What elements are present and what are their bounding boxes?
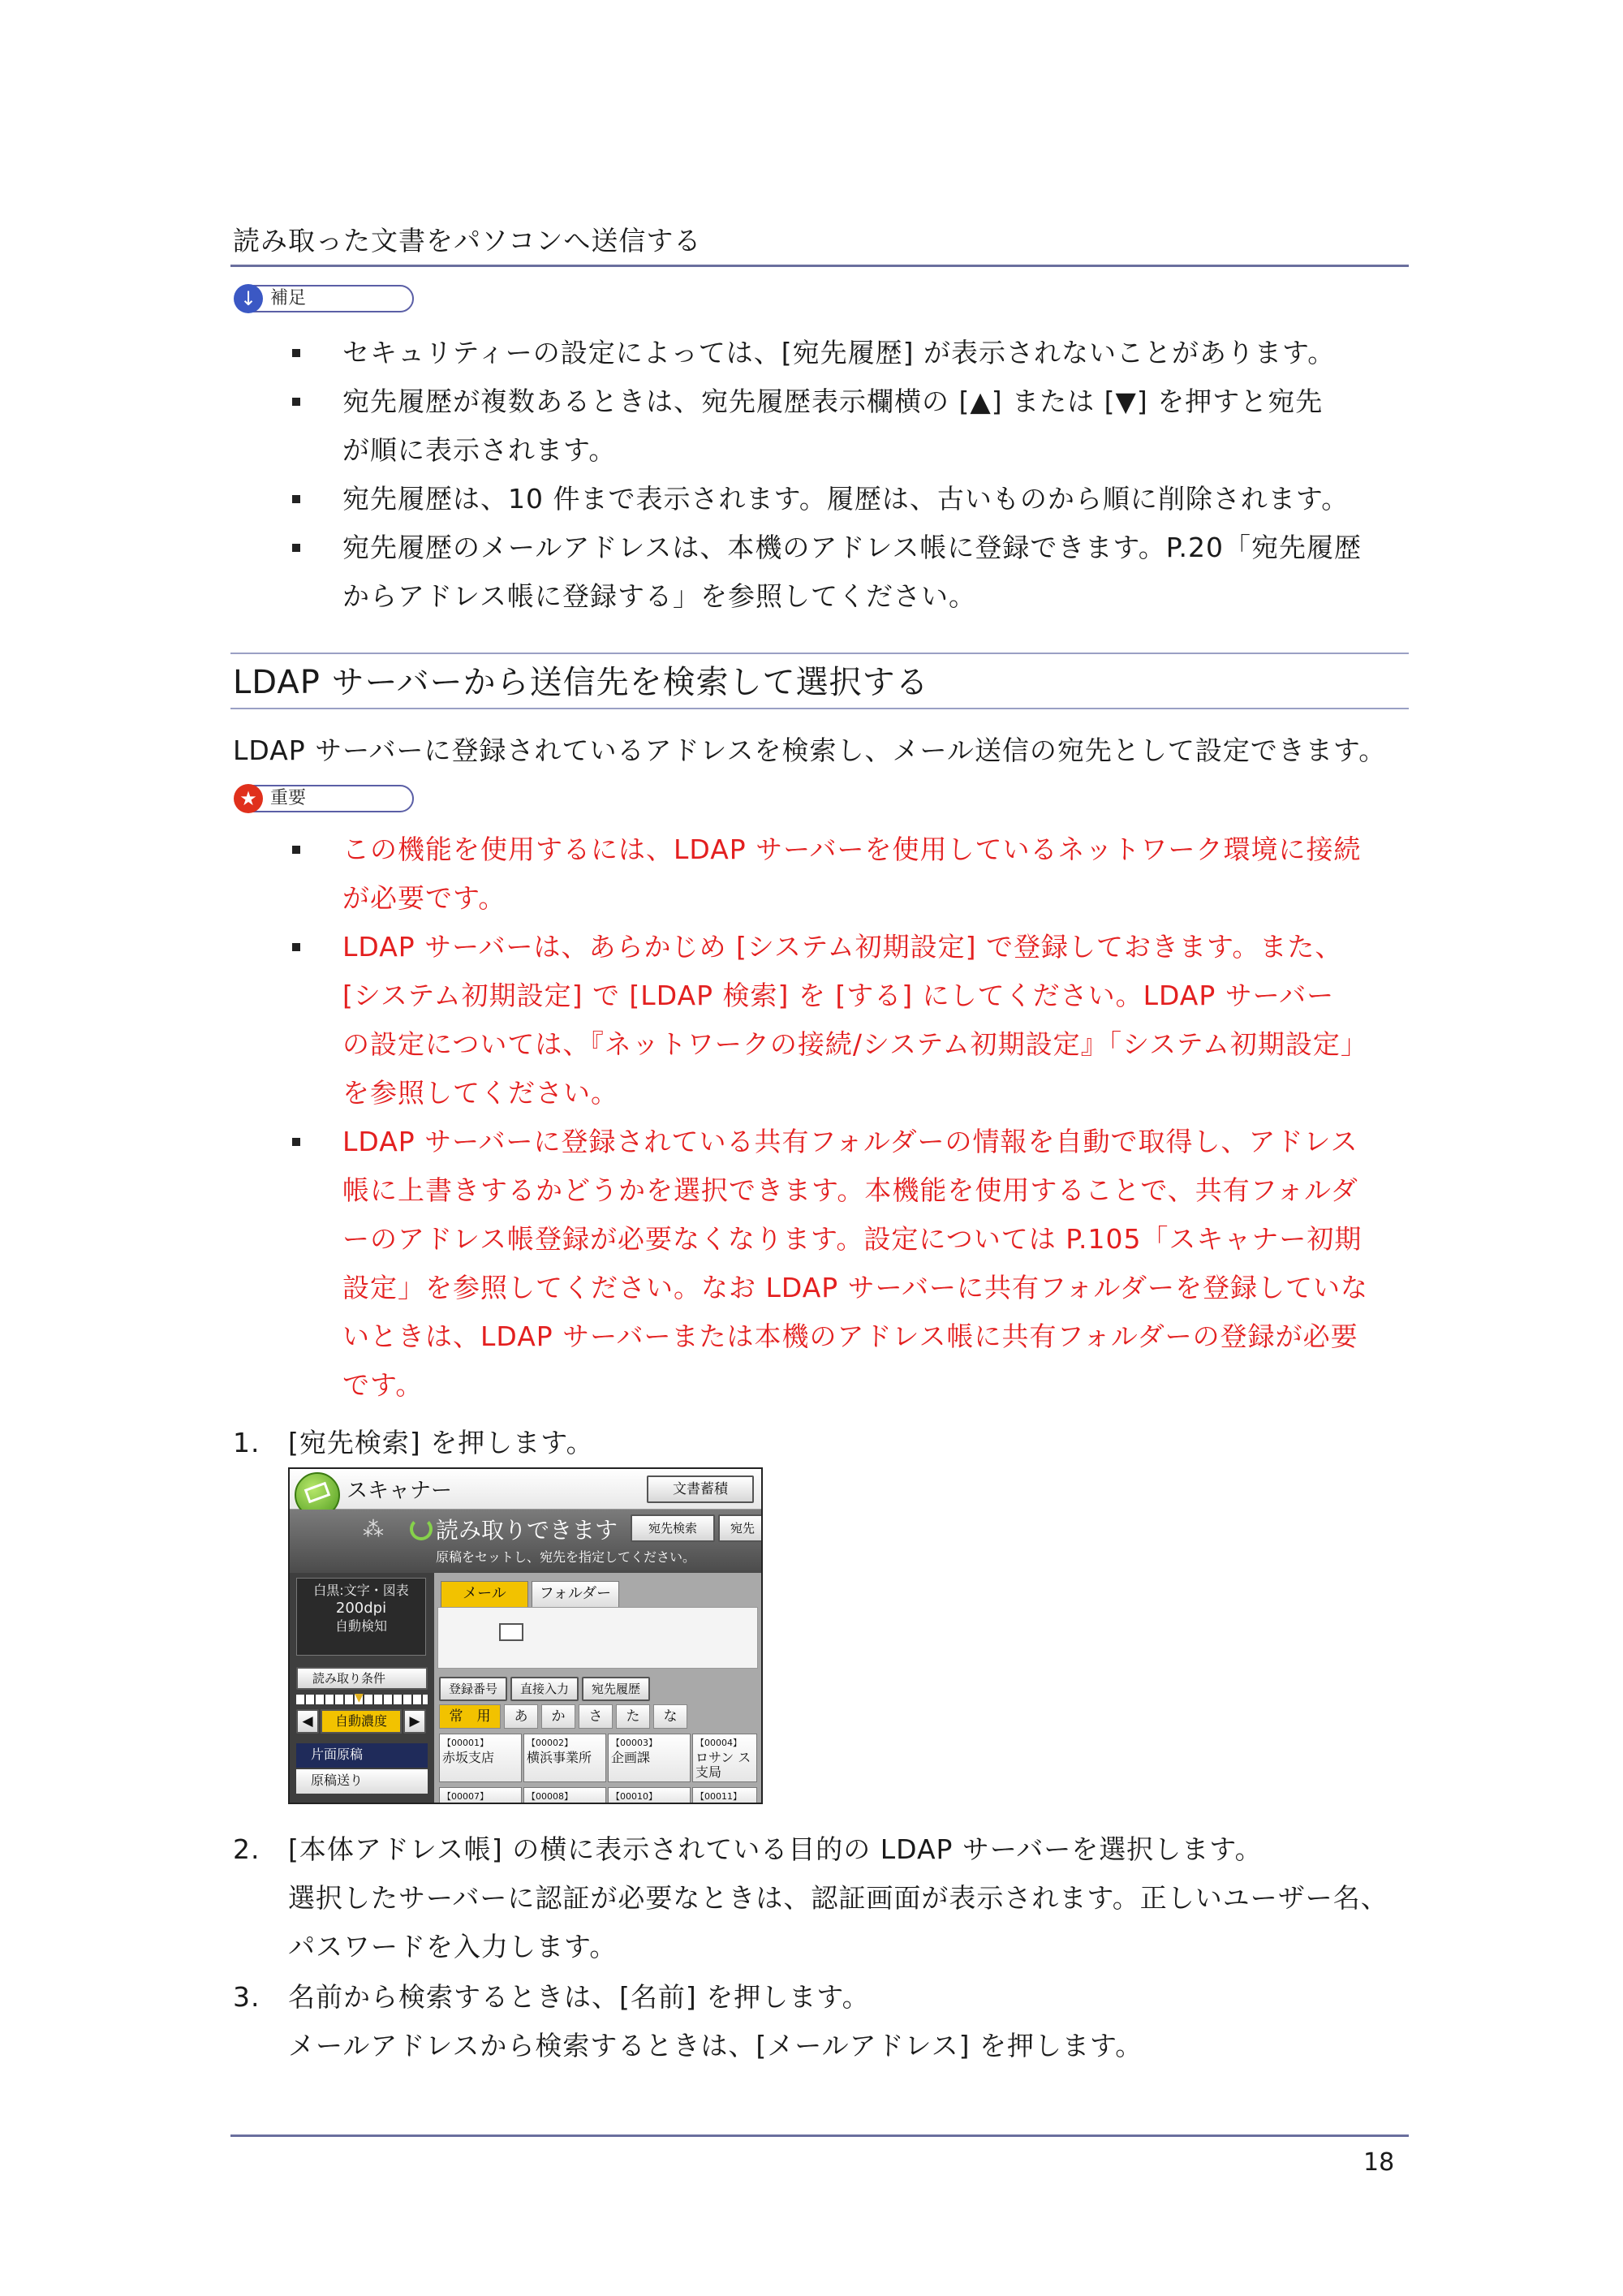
kana-tab-ka[interactable]: か <box>541 1704 575 1729</box>
bullet-marker <box>292 846 300 854</box>
scanner-dots-icon: ⁂ <box>363 1518 384 1542</box>
scanner-title: スキャナー <box>347 1479 453 1503</box>
address-entry[interactable]: 【00003】 企画課 <box>608 1734 691 1782</box>
note-bullet-text: が順に表示されます。 <box>342 434 617 466</box>
scanner-instruction: 原稿をセットし、宛先を指定してください。 <box>436 1549 696 1565</box>
destination-history-button[interactable]: 宛先履歴 <box>582 1677 650 1701</box>
step-detail: 選択したサーバーに認証が必要なときは、認証画面が表示されます。正しいユーザー名、 <box>288 1882 1388 1914</box>
step-number: 3. <box>233 1981 260 2013</box>
scan-mode-color: 白黒:文字・図表 <box>313 1583 409 1598</box>
address-entry[interactable]: 【00008】 <box>523 1787 606 1803</box>
step-instruction: [本体アドレス帳] の横に表示されている目的の LDAP サーバーを選択します。 <box>288 1833 1263 1865</box>
footer-rule <box>230 2134 1409 2137</box>
important-bullet-text: LDAP サーバーに登録されている共有フォルダーの情報を自動で取得し、アドレス <box>342 1126 1358 1157</box>
scanner-screenshot <box>288 1467 763 1804</box>
destination-panel <box>434 1573 761 1803</box>
important-tag-label: 重要 <box>270 788 307 808</box>
section-rule-bottom <box>230 708 1409 709</box>
note-bullet-text: セキュリティーの設定によっては、[宛先履歴] が表示されないことがあります。 <box>342 337 1336 368</box>
note-bullet-text: からアドレス帳に登録する」を参照してください。 <box>342 580 977 612</box>
bullet-marker <box>292 544 300 552</box>
note-bullet-text: 宛先履歴のメールアドレスは、本機のアドレス帳に登録できます。P.20「宛先履歴 <box>342 532 1362 563</box>
bullet-marker <box>292 495 300 503</box>
destination-search-button[interactable]: 宛先検索 <box>631 1514 715 1542</box>
important-bullet-text: いときは、LDAP サーバーまたは本機のアドレス帳に共有フォルダーの登録が必要 <box>342 1320 1358 1352</box>
original-feed-button[interactable] <box>296 1769 428 1794</box>
scan-mode-detect: 自動検知 <box>334 1618 387 1634</box>
scanner-status-bar <box>290 1510 761 1573</box>
important-bullet-text: が必要です。 <box>342 882 506 914</box>
density-marker-icon: ▼ <box>355 1691 364 1704</box>
important-bullet-text: 帳に上書きするかどうかを選択できます。本機能を使用することで、共有フォルダ <box>342 1174 1358 1206</box>
section-title: LDAP サーバーから送信先を検索して選択する <box>233 664 929 701</box>
original-feed-label: 原稿送り <box>311 1773 364 1788</box>
ready-spinner-icon <box>410 1518 433 1540</box>
important-bullet-text: 設定」を参照してください。なお LDAP サーバーに共有フォルダーを登録していな <box>342 1272 1369 1303</box>
mail-envelope-icon <box>499 1623 523 1641</box>
auto-density-button[interactable]: 自動濃度 <box>321 1709 402 1734</box>
scan-settings-button[interactable]: 読み取り条件 <box>296 1667 428 1690</box>
section-intro: LDAP サーバーに登録されているアドレスを検索し、メール送信の宛先として設定できます。 <box>233 734 1387 766</box>
scan-mode-box[interactable] <box>296 1578 426 1656</box>
bullet-marker <box>292 398 300 406</box>
important-bullet-text: この機能を使用するには、LDAP サーバーを使用しているネットワーク環境に接続 <box>342 834 1362 865</box>
important-bullet-text: を参照してください。 <box>342 1077 618 1109</box>
registration-number-button[interactable]: 登録番号 <box>439 1677 507 1701</box>
step-instruction: 名前から検索するときは、[名前] を押します。 <box>288 1981 870 2013</box>
header-rule <box>230 265 1409 267</box>
kana-tab-na[interactable]: な <box>653 1704 687 1729</box>
star-circle-icon: ★ <box>234 784 263 813</box>
kana-tab-common[interactable]: 常 用 <box>439 1704 501 1729</box>
address-entry[interactable]: 【00002】 横浜事業所 <box>523 1734 606 1782</box>
address-entry[interactable]: 【00011】 <box>692 1787 757 1803</box>
scanner-status-text: 読み取りできます <box>436 1517 618 1544</box>
tab-folder[interactable]: フォルダー <box>532 1581 619 1607</box>
scan-mode-resolution: 200dpi <box>335 1600 387 1617</box>
destination-field <box>437 1607 758 1669</box>
kana-tab-sa[interactable]: さ <box>579 1704 613 1729</box>
important-bullet-text: [システム初期設定] で [LDAP 検索] を [する] にしてください。LDAP サーバー <box>342 980 1335 1011</box>
important-bullet-text: LDAP サーバーは、あらかじめ [システム初期設定] で登録しておきます。また、 <box>342 931 1343 963</box>
tab-mail[interactable]: メール <box>441 1581 528 1607</box>
address-entry[interactable]: 【00001】 赤坂支店 <box>439 1734 522 1782</box>
address-entry[interactable]: 【00010】 <box>608 1787 691 1803</box>
destination-button-cut[interactable]: 宛先 <box>718 1514 763 1542</box>
kana-tab-a[interactable]: あ <box>504 1704 538 1729</box>
important-bullet-text: です。 <box>342 1369 424 1401</box>
step-number: 2. <box>233 1833 260 1865</box>
bullet-marker <box>292 943 300 951</box>
bullet-marker <box>292 349 300 357</box>
address-entry[interactable]: 【00007】 <box>439 1787 522 1803</box>
important-bullet-text: ーのアドレス帳登録が必要なくなります。設定については P.105「スキャナー初期 <box>342 1223 1363 1255</box>
scanner-title-bar <box>290 1469 761 1510</box>
page-number: 18 <box>1363 2148 1395 2177</box>
note-tag-label: 補足 <box>270 288 307 308</box>
density-left-arrow[interactable]: ◀ <box>296 1709 319 1734</box>
step-detail: メールアドレスから検索するときは、[メールアドレス] を押します。 <box>288 2030 1143 2061</box>
note-bullet-text: 宛先履歴は、10 件まで表示されます。履歴は、古いものから順に削除されます。 <box>342 483 1350 515</box>
direct-input-button[interactable]: 直接入力 <box>510 1677 579 1701</box>
scan-settings-panel <box>290 1573 434 1803</box>
step-instruction: [宛先検索] を押します。 <box>288 1427 594 1458</box>
arrow-down-circle-icon: ↓ <box>234 284 263 313</box>
address-entry[interactable]: 【00004】 ロサン ス支局 <box>692 1734 757 1782</box>
note-bullet-text: 宛先履歴が複数あるときは、宛先履歴表示欄横の [▲] または [▼] を押すと宛先 <box>342 386 1324 417</box>
step-detail: パスワードを入力します。 <box>288 1931 618 1962</box>
single-sided-original[interactable] <box>296 1743 428 1768</box>
section-rule-top <box>230 653 1409 654</box>
step-number: 1. <box>233 1427 260 1458</box>
kana-tab-ta[interactable]: た <box>616 1704 650 1729</box>
bullet-marker <box>292 1138 300 1146</box>
density-right-arrow[interactable]: ▶ <box>403 1709 426 1734</box>
important-bullet-text: の設定については、『ネットワークの接続/システム初期設定』「システム初期設定」 <box>342 1028 1368 1060</box>
single-sided-label: 片面原稿 <box>311 1747 364 1762</box>
document-storage-button[interactable]: 文書蓄積 <box>647 1475 754 1503</box>
page-header-title: 読み取った文書をパソコンへ送信する <box>233 225 702 256</box>
